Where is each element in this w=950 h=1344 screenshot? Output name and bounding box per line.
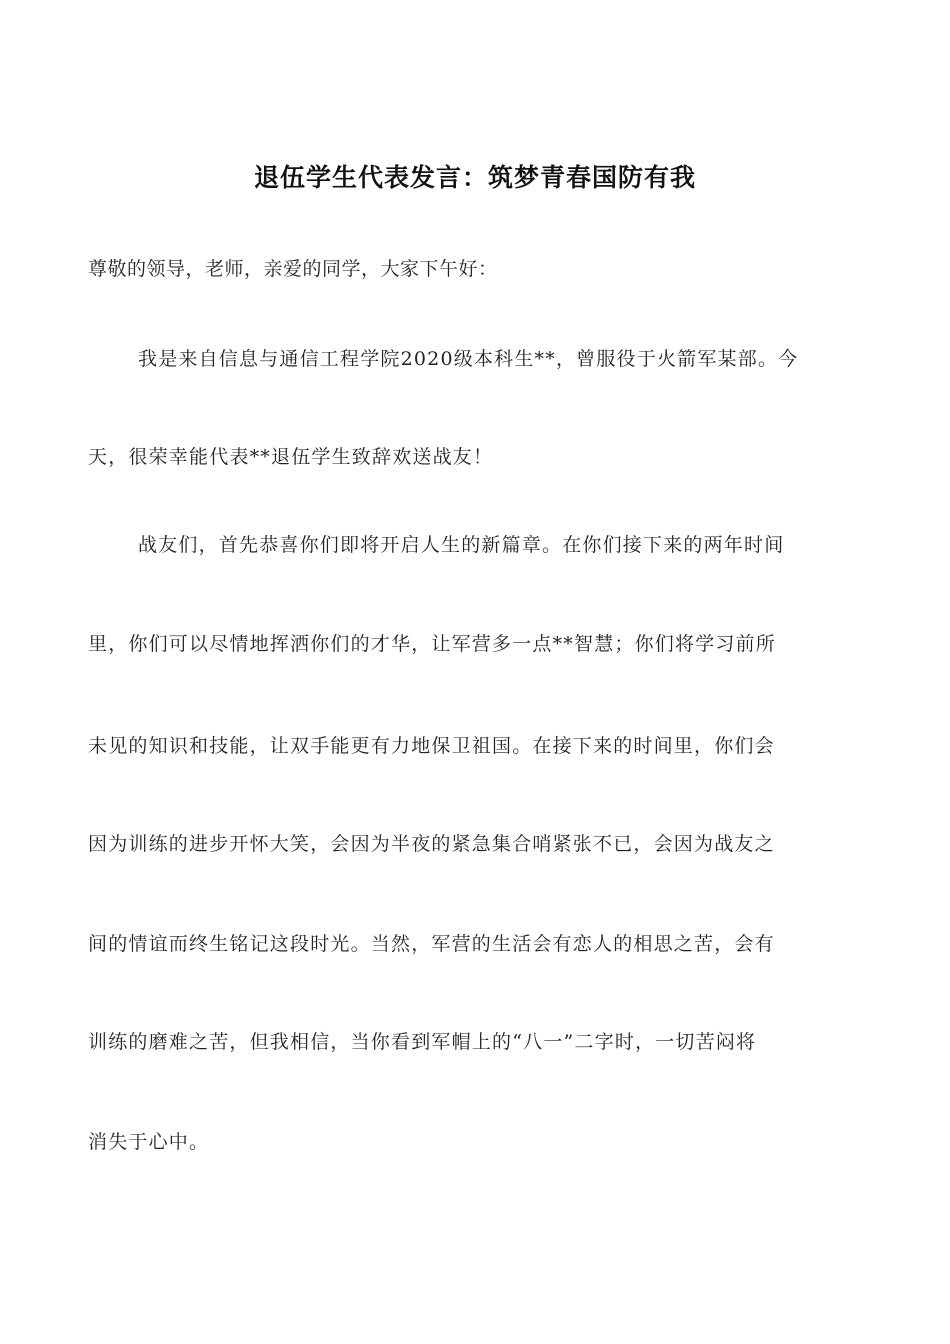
paragraph-2-line-5: 间的情谊而终生铭记这段时光。当然，军营的生活会有恋人的相思之苦，会有 [88,933,775,955]
paragraph-2-line-7: 消失于心中。 [88,1131,210,1153]
paragraph-2-line-6: 训练的磨难之苦，但我相信，当你看到军帽上的“八一”二字时，一切苦闷将 [88,1031,757,1053]
salutation: 尊敬的领导，老师，亲爱的同学，大家下午好： [88,258,498,280]
document-title: 退伍学生代表发言：筑梦青春国防有我 [253,163,696,192]
paragraph-1-line-2: 天，很荣幸能代表**退伍学生致辞欢送战友！ [88,446,494,468]
paragraph-2-line-4: 因为训练的进步开怀大笑，会因为半夜的紧急集合哨紧张不已，会因为战友之 [88,833,775,855]
paragraph-2-line-1: 战友们，首先恭喜你们即将开启人生的新篇章。在你们接下来的两年时间 [138,534,785,556]
paragraph-2-line-3: 未见的知识和技能，让双手能更有力地保卫祖国。在接下来的时间里，你们会 [88,735,775,757]
paragraph-2-line-2: 里，你们可以尽情地挥洒你们的才华，让军营多一点**智慧；你们将学习前所 [88,633,777,655]
paragraph-1-line-1: 我是来自信息与通信工程学院2020级本科生**，曾服役于火箭军某部。今 [138,348,799,370]
